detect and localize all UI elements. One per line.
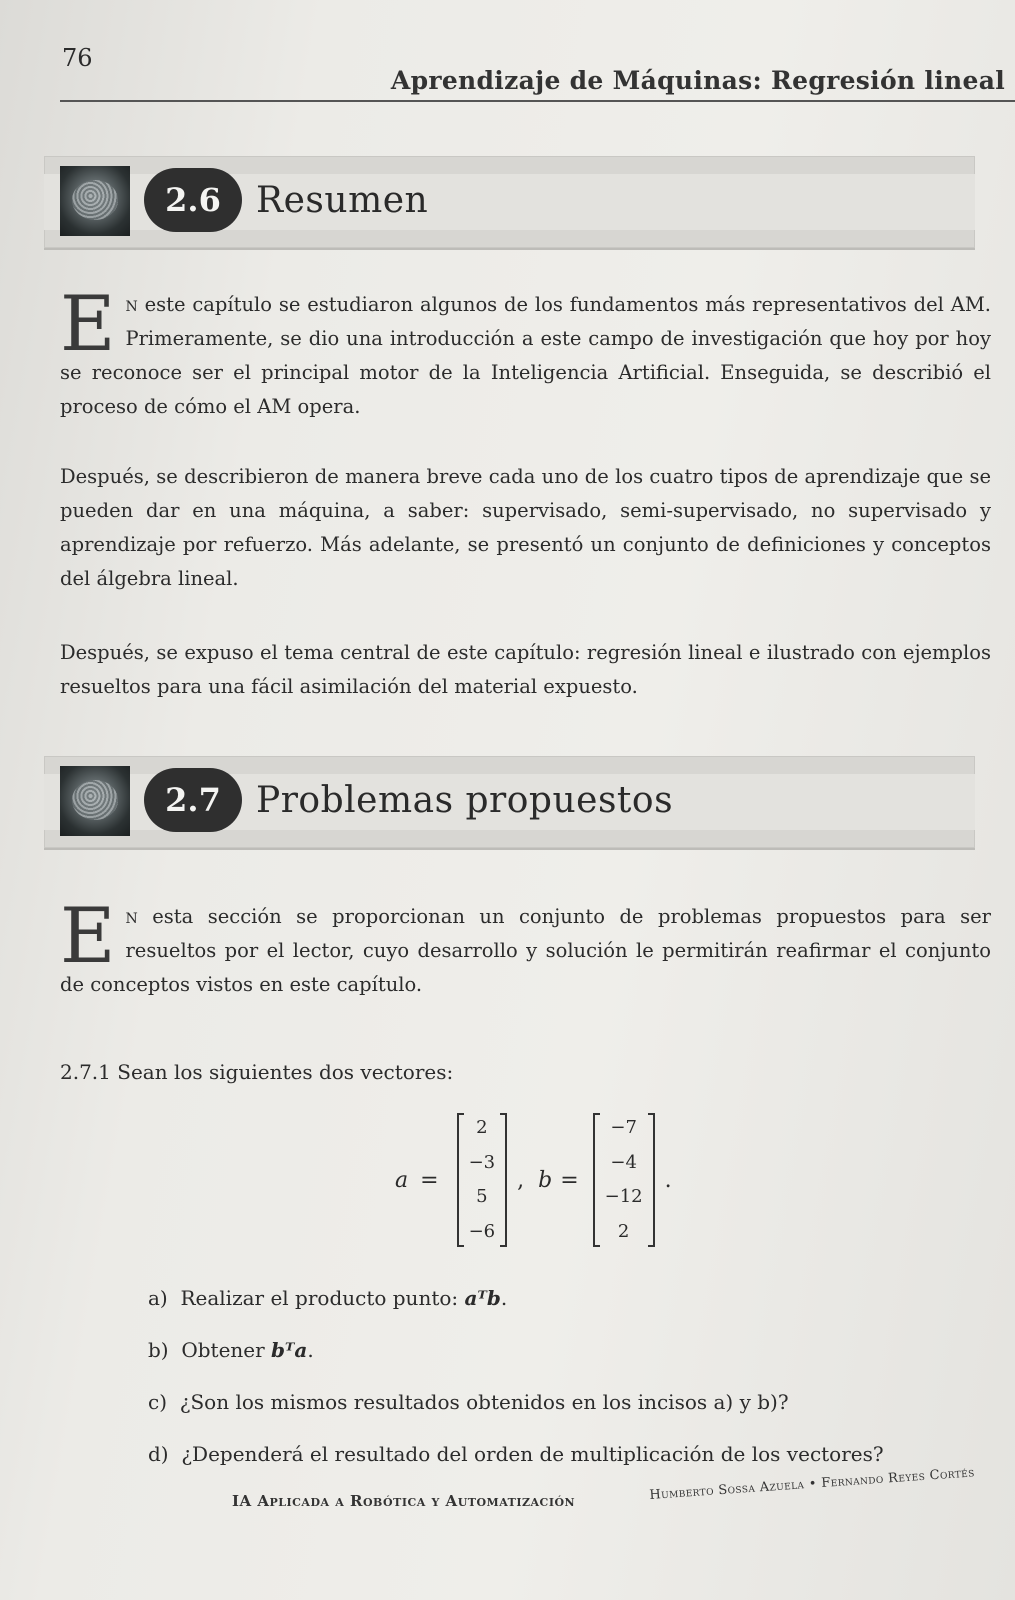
- problems-intro-paragraph: En esta sección se proporcionan un conjunto de problemas propuestos para ser resueltos por el lector, cuyo desarrollo y solución le permitirán reafirmar el conjunto de conceptos vistos en este capítulo.: [60, 891, 991, 996]
- header-rule: [60, 100, 1015, 102]
- section-banner-2-7: [44, 756, 975, 848]
- section-title: Problemas propuestos: [256, 780, 674, 821]
- brain-image: [60, 166, 130, 236]
- list-item: a) Realizar el producto punto: aᵀb.: [148, 1286, 508, 1310]
- brain-image: [60, 766, 130, 836]
- vector-equation: a = 2 −3 5 −6 , b = −7 −4 −12 2 .: [395, 1110, 676, 1250]
- footer-book-title: IA Aplicada a Robótica y Automatización: [232, 1492, 576, 1510]
- running-title: Aprendizaje de Máquinas: Regresión lineal: [390, 66, 1005, 95]
- problem-items: [148, 1278, 884, 1486]
- summary-paragraph-2: Después, se describieron de manera breve cada uno de los cuatro tipos de aprendizaje que se pueden dar en una máquina, a saber: supervisado, semi-supervisado, no supervisado y aprendizaje por refuerzo. Más adelante, se presentó un conjunto de definiciones y conceptos del álgebra lineal.: [60, 465, 991, 590]
- vector-a-label: a: [395, 1167, 409, 1193]
- section-number: 2.7: [144, 768, 242, 832]
- footer-authors: Humberto Sossa Azuela • Fernando Reyes Cortés: [648, 1465, 976, 1503]
- section-title: Resumen: [256, 180, 429, 221]
- drop-cap: E: [60, 279, 116, 368]
- section-banner-2-6: [44, 156, 975, 248]
- vector-b-label: b: [538, 1167, 553, 1193]
- summary-paragraph-1: En este capítulo se estudiaron algunos de los fundamentos más representativos del AM. Primeramente, se dio una introducción a este campo de investigación que hoy por hoy se reconoce ser el principal motor de la Inteligencia Artificial. Enseguida, se describió el proceso de cómo el AM opera.: [60, 279, 991, 418]
- vector-a: 2 −3 5 −6: [457, 1113, 508, 1247]
- summary-paragraph-3: Después, se expuso el tema central de este capítulo: regresión lineal e ilustrado con ejemplos resueltos para una fácil asimilación del material expuesto.: [60, 641, 991, 698]
- list-item: d) ¿Dependerá el resultado del orden de multiplicación de los vectores?: [148, 1442, 884, 1466]
- drop-cap: E: [60, 891, 116, 980]
- list-item: c) ¿Son los mismos resultados obtenidos en los incisos a) y b)?: [148, 1390, 789, 1414]
- page-number: 76: [62, 44, 93, 72]
- problem-heading: 2.7.1 Sean los siguientes dos vectores:: [60, 1060, 454, 1084]
- section-number: 2.6: [144, 168, 242, 232]
- list-item: b) Obtener bᵀa.: [148, 1338, 314, 1362]
- vector-b: −7 −4 −12 2: [593, 1113, 655, 1247]
